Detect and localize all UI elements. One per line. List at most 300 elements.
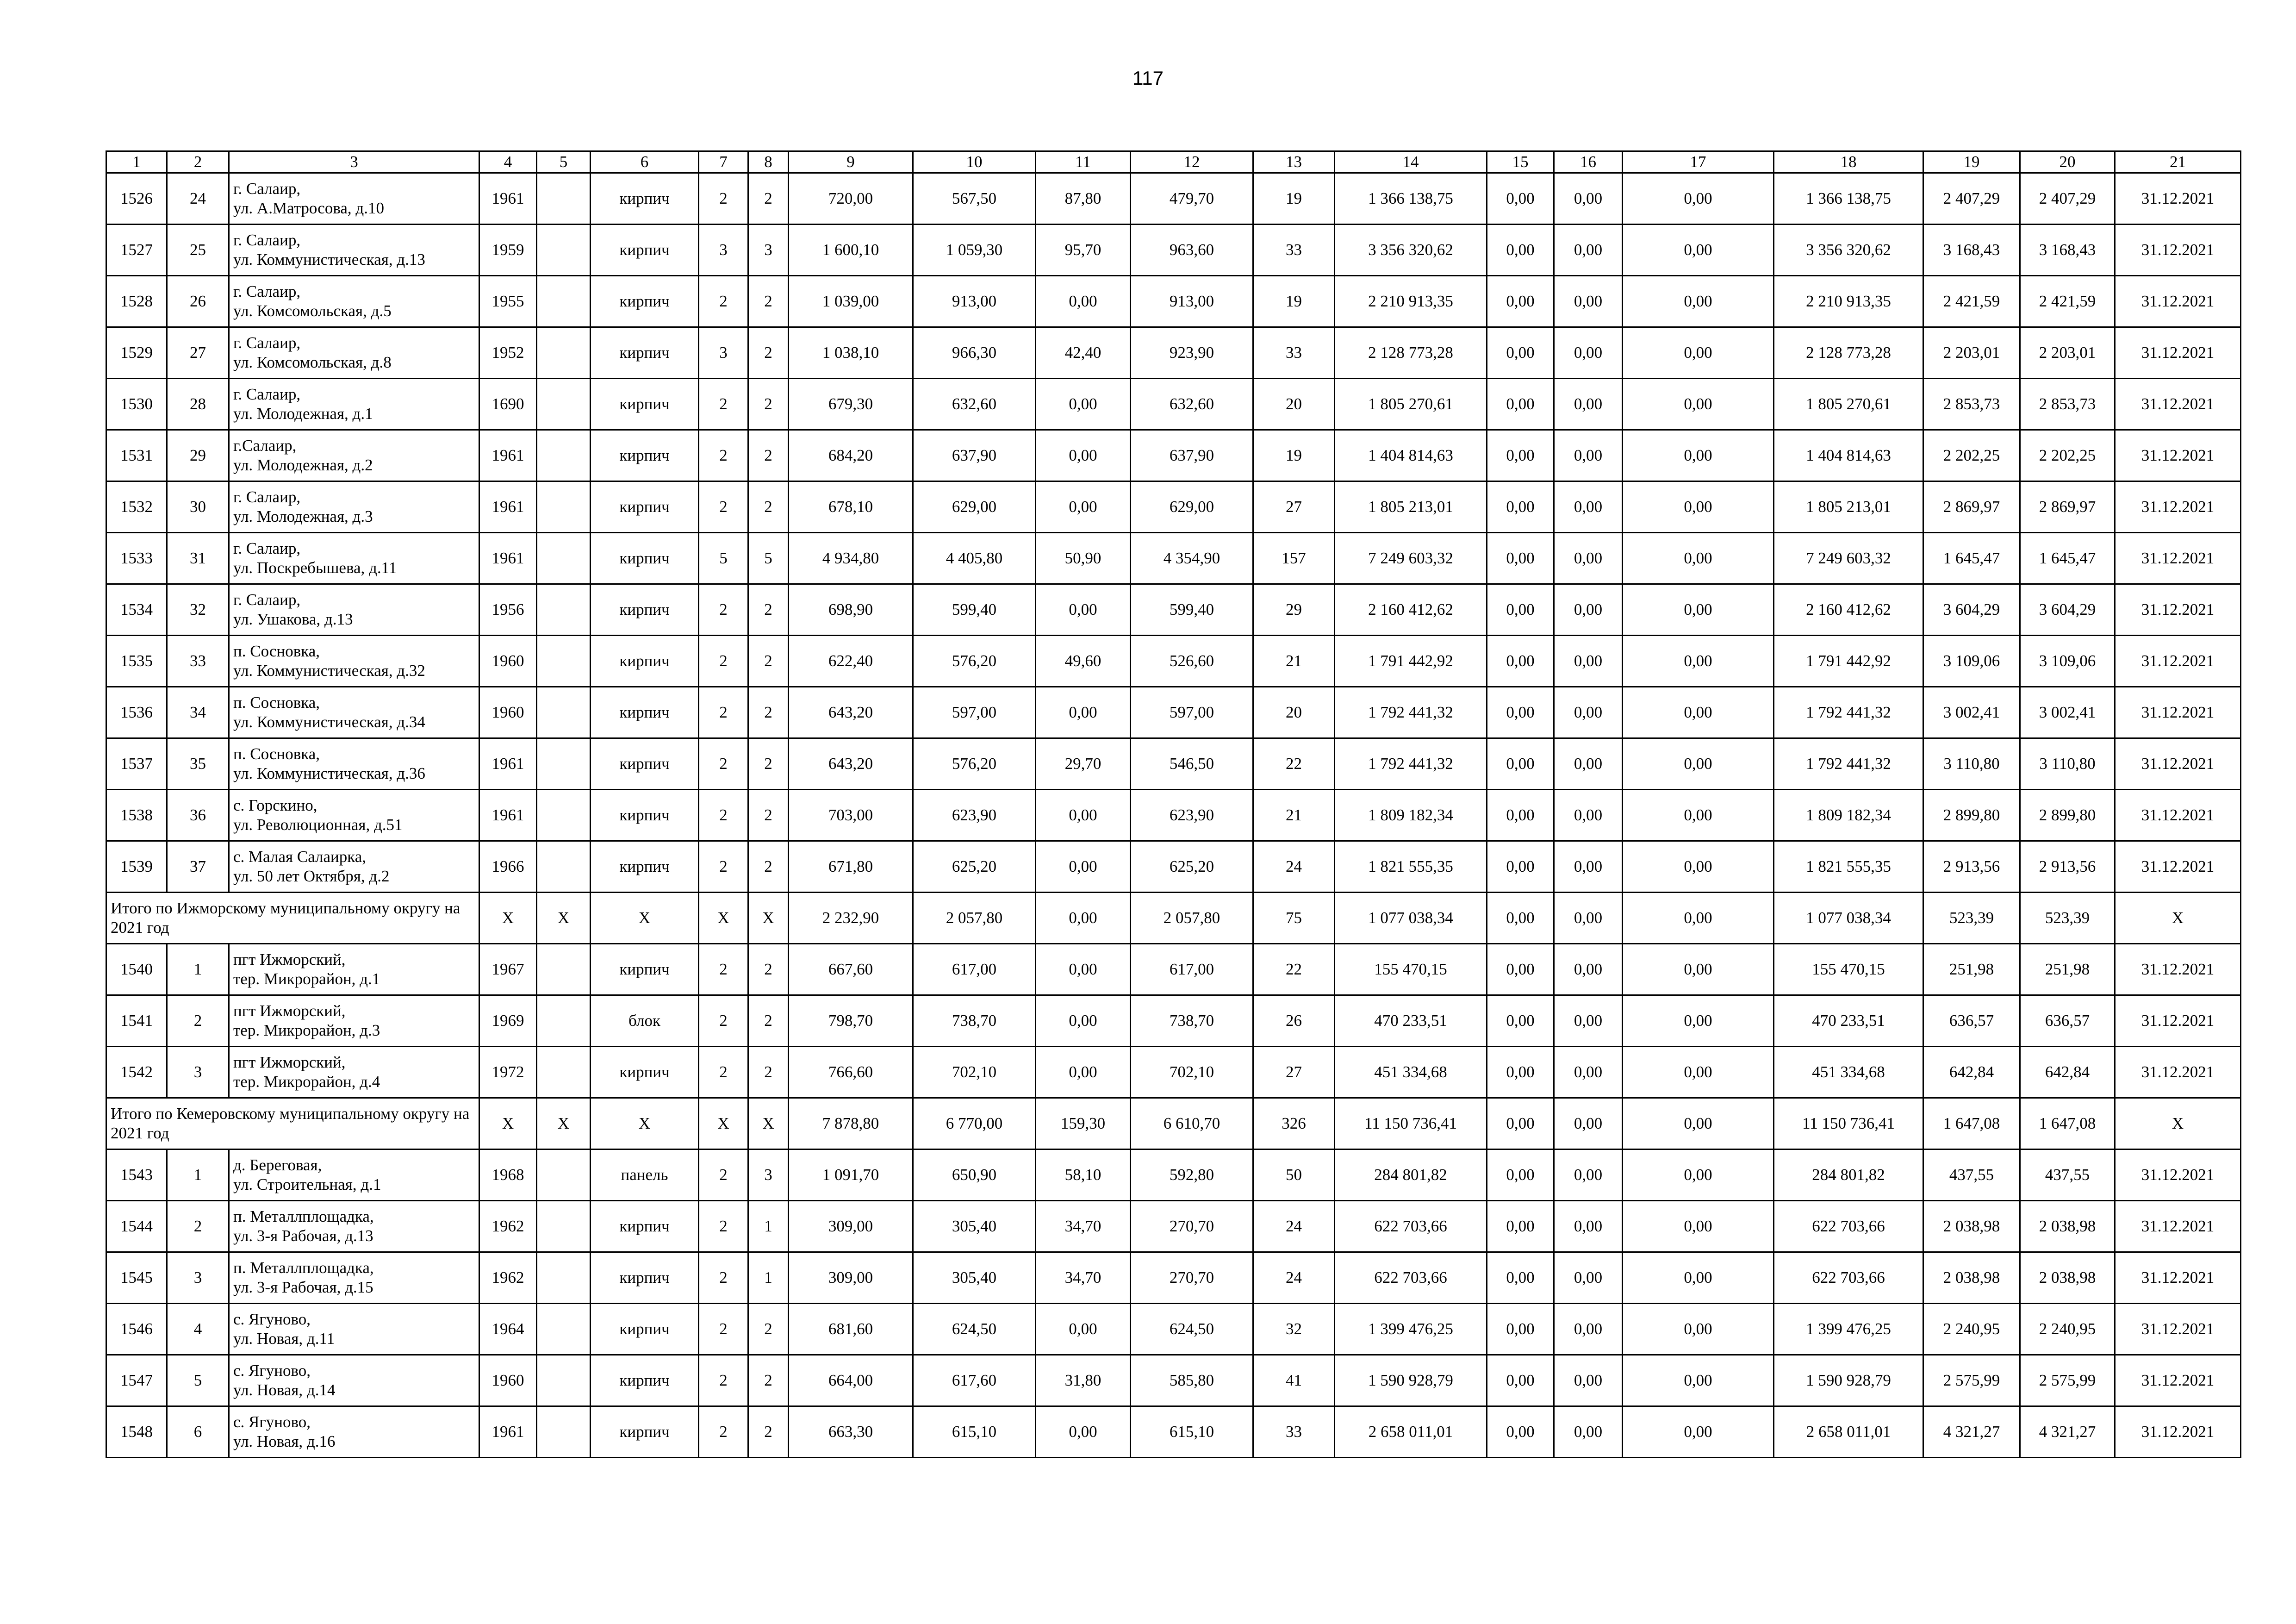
value-cell-c18: 2 128 773,28	[1774, 327, 1923, 379]
value-cell-c11: 0,00	[1036, 584, 1131, 636]
value-cell-c19: 2 913,56	[1923, 841, 2020, 893]
value-cell-c13: 27	[1253, 1047, 1335, 1098]
value-cell-c5	[537, 481, 591, 533]
value-cell-c11: 50,90	[1036, 533, 1131, 584]
value-cell-c12: 546,50	[1131, 738, 1253, 790]
value-cell-c17: 0,00	[1623, 944, 1774, 995]
value-cell-c7: 2	[699, 636, 748, 687]
value-cell-c9: 681,60	[789, 1304, 913, 1355]
value-cell-c21: 31.12.2021	[2115, 995, 2241, 1047]
table-row	[106, 1252, 2241, 1304]
value-cell-c12: 963,60	[1131, 225, 1253, 276]
value-cell-year: 1964	[479, 1304, 537, 1355]
value-cell-c13: 21	[1253, 636, 1335, 687]
subtotal-label: Итого по Ижморскому муниципальному округу на 2021 год	[106, 893, 479, 944]
column-number-cell: 21	[2115, 151, 2241, 173]
value-cell-c15: 0,00	[1487, 1406, 1554, 1458]
value-cell-c9: 309,00	[789, 1252, 913, 1304]
value-cell-c18: 2 210 913,35	[1774, 276, 1923, 327]
address-street: ул. Новая, д.14	[233, 1381, 336, 1399]
value-cell-c13: 19	[1253, 173, 1335, 225]
table-row	[106, 1201, 2241, 1252]
address-street: ул. Молодежная, д.1	[233, 405, 373, 423]
value-cell-c9: 2 232,90	[789, 893, 913, 944]
housing-register-table	[106, 150, 2241, 1458]
value-cell-c16: 0,00	[1554, 841, 1623, 893]
value-cell-c9: 1 600,10	[789, 225, 913, 276]
value-cell-c16: 0,00	[1554, 1252, 1623, 1304]
value-cell-c10: 629,00	[913, 481, 1036, 533]
value-cell-c14: 470 233,51	[1335, 995, 1487, 1047]
address-locality: г. Салаир,	[233, 539, 301, 557]
value-cell-c13: 19	[1253, 276, 1335, 327]
row-number-cell: 1533	[106, 533, 167, 584]
row-number-cell: 1532	[106, 481, 167, 533]
value-cell-c18: 1 791 442,92	[1774, 636, 1923, 687]
value-cell-c7: X	[699, 893, 748, 944]
value-cell-c16: 0,00	[1554, 1304, 1623, 1355]
address-street: ул. 50 лет Октября, д.2	[233, 867, 390, 885]
value-cell-material: кирпич	[591, 944, 699, 995]
value-cell-c14: 451 334,68	[1335, 1047, 1487, 1098]
column-number-cell: 10	[913, 151, 1036, 173]
value-cell-c7: 3	[699, 225, 748, 276]
value-cell-c8: 2	[748, 173, 789, 225]
value-cell-c19: 3 110,80	[1923, 738, 2020, 790]
value-cell-c17: 0,00	[1623, 379, 1774, 430]
value-cell-c9: 698,90	[789, 584, 913, 636]
value-cell-c9: 664,00	[789, 1355, 913, 1406]
value-cell-material: кирпич	[591, 1201, 699, 1252]
row-number-cell: 1541	[106, 995, 167, 1047]
value-cell-c9: 678,10	[789, 481, 913, 533]
value-cell-c17: 0,00	[1623, 584, 1774, 636]
subtotal-label: Итого по Кемеровскому муниципальному округу на 2021 год	[106, 1098, 479, 1149]
value-cell-c13: 50	[1253, 1149, 1335, 1201]
value-cell-c5	[537, 533, 591, 584]
value-cell-c15: 0,00	[1487, 1355, 1554, 1406]
address-street: ул. Новая, д.11	[233, 1330, 335, 1348]
value-cell-c12: 738,70	[1131, 995, 1253, 1047]
value-cell-c12: 526,60	[1131, 636, 1253, 687]
value-cell-c8: 1	[748, 1252, 789, 1304]
address-cell	[229, 1201, 479, 1252]
value-cell-c17: 0,00	[1623, 841, 1774, 893]
value-cell-c7: 3	[699, 327, 748, 379]
address-cell	[229, 1304, 479, 1355]
value-cell-c14: 1 404 814,63	[1335, 430, 1487, 481]
value-cell-c12: 625,20	[1131, 841, 1253, 893]
value-cell-c8: 2	[748, 1304, 789, 1355]
value-cell-c13: 24	[1253, 1201, 1335, 1252]
value-cell-c18: 622 703,66	[1774, 1201, 1923, 1252]
address-locality: г. Салаир,	[233, 231, 301, 249]
address-cell	[229, 841, 479, 893]
value-cell-c10: 738,70	[913, 995, 1036, 1047]
row-index-cell: 30	[167, 481, 229, 533]
address-locality: п. Сосновка,	[233, 642, 320, 660]
value-cell-c7: 2	[699, 430, 748, 481]
value-cell-c18: 1 366 138,75	[1774, 173, 1923, 225]
column-number-cell: 6	[591, 151, 699, 173]
value-cell-c17: 0,00	[1623, 225, 1774, 276]
row-index-cell: 1	[167, 1149, 229, 1201]
value-cell-c18: 155 470,15	[1774, 944, 1923, 995]
column-number-cell: 7	[699, 151, 748, 173]
value-cell-c13: 22	[1253, 944, 1335, 995]
value-cell-c8: 2	[748, 687, 789, 738]
value-cell-c19: 4 321,27	[1923, 1406, 2020, 1458]
value-cell-c12: 923,90	[1131, 327, 1253, 379]
value-cell-c16: 0,00	[1554, 533, 1623, 584]
value-cell-c10: 617,00	[913, 944, 1036, 995]
value-cell-c13: 157	[1253, 533, 1335, 584]
value-cell-c8: 2	[748, 995, 789, 1047]
value-cell-c15: 0,00	[1487, 636, 1554, 687]
value-cell-c16: 0,00	[1554, 1201, 1623, 1252]
value-cell-c15: 0,00	[1487, 327, 1554, 379]
value-cell-c13: 326	[1253, 1098, 1335, 1149]
value-cell-c20: 2 038,98	[2020, 1201, 2115, 1252]
value-cell-year: 1960	[479, 636, 537, 687]
value-cell-c20: 2 202,25	[2020, 430, 2115, 481]
value-cell-material: X	[591, 1098, 699, 1149]
value-cell-material: кирпич	[591, 276, 699, 327]
value-cell-c14: 7 249 603,32	[1335, 533, 1487, 584]
row-index-cell: 3	[167, 1047, 229, 1098]
value-cell-c12: 702,10	[1131, 1047, 1253, 1098]
value-cell-year: 1962	[479, 1252, 537, 1304]
value-cell-c11: 58,10	[1036, 1149, 1131, 1201]
value-cell-c15: 0,00	[1487, 1304, 1554, 1355]
value-cell-c10: 576,20	[913, 738, 1036, 790]
value-cell-c10: 624,50	[913, 1304, 1036, 1355]
value-cell-c7: 2	[699, 1252, 748, 1304]
value-cell-c16: 0,00	[1554, 944, 1623, 995]
value-cell-c18: 11 150 736,41	[1774, 1098, 1923, 1149]
value-cell-c17: 0,00	[1623, 533, 1774, 584]
value-cell-c19: 3 168,43	[1923, 225, 2020, 276]
value-cell-c14: 2 160 412,62	[1335, 584, 1487, 636]
value-cell-c12: 597,00	[1131, 687, 1253, 738]
value-cell-c10: 599,40	[913, 584, 1036, 636]
row-number-cell: 1536	[106, 687, 167, 738]
value-cell-c8: 2	[748, 1406, 789, 1458]
value-cell-c8: 2	[748, 481, 789, 533]
value-cell-c7: 2	[699, 687, 748, 738]
value-cell-c8: 5	[748, 533, 789, 584]
address-locality: г. Салаир,	[233, 334, 301, 352]
table-row	[106, 944, 2241, 995]
value-cell-c10: 702,10	[913, 1047, 1036, 1098]
address-locality: с. Ягуново,	[233, 1413, 311, 1431]
value-cell-c12: 617,00	[1131, 944, 1253, 995]
value-cell-c17: 0,00	[1623, 430, 1774, 481]
value-cell-c17: 0,00	[1623, 636, 1774, 687]
value-cell-c15: 0,00	[1487, 225, 1554, 276]
value-cell-c17: 0,00	[1623, 995, 1774, 1047]
value-cell-c13: 20	[1253, 687, 1335, 738]
value-cell-c19: 2 853,73	[1923, 379, 2020, 430]
row-index-cell: 25	[167, 225, 229, 276]
value-cell-c13: 20	[1253, 379, 1335, 430]
value-cell-c16: 0,00	[1554, 1047, 1623, 1098]
value-cell-c5	[537, 1304, 591, 1355]
value-cell-c11: 31,80	[1036, 1355, 1131, 1406]
value-cell-c14: 2 210 913,35	[1335, 276, 1487, 327]
value-cell-c12: 637,90	[1131, 430, 1253, 481]
value-cell-c5	[537, 1149, 591, 1201]
value-cell-c16: 0,00	[1554, 584, 1623, 636]
column-number-cell: 14	[1335, 151, 1487, 173]
page-number: 117	[1132, 67, 1164, 89]
address-street: ул. Комсомольская, д.8	[233, 353, 392, 371]
value-cell-material: кирпич	[591, 1047, 699, 1098]
value-cell-c20: 1 647,08	[2020, 1098, 2115, 1149]
column-number-cell: 3	[229, 151, 479, 173]
value-cell-c7: 2	[699, 1047, 748, 1098]
value-cell-c5	[537, 738, 591, 790]
value-cell-c18: 1 399 476,25	[1774, 1304, 1923, 1355]
value-cell-material: кирпич	[591, 225, 699, 276]
value-cell-c18: 1 821 555,35	[1774, 841, 1923, 893]
value-cell-c17: 0,00	[1623, 1047, 1774, 1098]
column-number-row	[106, 151, 2241, 173]
value-cell-c10: 632,60	[913, 379, 1036, 430]
row-index-cell: 35	[167, 738, 229, 790]
value-cell-c5	[537, 1406, 591, 1458]
address-cell	[229, 481, 479, 533]
value-cell-c16: 0,00	[1554, 1406, 1623, 1458]
address-locality: п. Сосновка,	[233, 745, 320, 763]
row-index-cell: 33	[167, 636, 229, 687]
value-cell-c17: 0,00	[1623, 276, 1774, 327]
address-cell	[229, 1047, 479, 1098]
table-row	[106, 379, 2241, 430]
row-number-cell: 1543	[106, 1149, 167, 1201]
value-cell-c8: 2	[748, 276, 789, 327]
value-cell-c5	[537, 327, 591, 379]
value-cell-c21: 31.12.2021	[2115, 1252, 2241, 1304]
address-street: ул. Новая, д.16	[233, 1432, 336, 1450]
row-number-cell: 1529	[106, 327, 167, 379]
address-street: тер. Микрорайон, д.4	[233, 1073, 380, 1091]
value-cell-c7: 2	[699, 379, 748, 430]
value-cell-c19: 2 869,97	[1923, 481, 2020, 533]
value-cell-year: 1961	[479, 481, 537, 533]
value-cell-year: 1960	[479, 1355, 537, 1406]
value-cell-year: X	[479, 1098, 537, 1149]
value-cell-c10: 597,00	[913, 687, 1036, 738]
value-cell-c13: 33	[1253, 1406, 1335, 1458]
address-cell	[229, 225, 479, 276]
value-cell-c16: 0,00	[1554, 738, 1623, 790]
row-index-cell: 3	[167, 1252, 229, 1304]
value-cell-c9: 1 091,70	[789, 1149, 913, 1201]
value-cell-c11: 0,00	[1036, 995, 1131, 1047]
value-cell-c11: 0,00	[1036, 1047, 1131, 1098]
value-cell-year: 1969	[479, 995, 537, 1047]
value-cell-c16: 0,00	[1554, 1355, 1623, 1406]
value-cell-c17: 0,00	[1623, 327, 1774, 379]
value-cell-c19: 3 109,06	[1923, 636, 2020, 687]
address-locality: г. Салаир,	[233, 282, 301, 300]
value-cell-c11: 0,00	[1036, 687, 1131, 738]
table-row	[106, 687, 2241, 738]
value-cell-c19: 3 604,29	[1923, 584, 2020, 636]
value-cell-c7: 2	[699, 738, 748, 790]
value-cell-c16: 0,00	[1554, 327, 1623, 379]
value-cell-c21: 31.12.2021	[2115, 1355, 2241, 1406]
value-cell-c17: 0,00	[1623, 738, 1774, 790]
value-cell-c9: 679,30	[789, 379, 913, 430]
value-cell-c9: 798,70	[789, 995, 913, 1047]
row-number-cell: 1535	[106, 636, 167, 687]
value-cell-c18: 470 233,51	[1774, 995, 1923, 1047]
value-cell-c10: 2 057,80	[913, 893, 1036, 944]
column-number-cell: 16	[1554, 151, 1623, 173]
value-cell-c21: 31.12.2021	[2115, 738, 2241, 790]
value-cell-c5	[537, 584, 591, 636]
value-cell-material: кирпич	[591, 790, 699, 841]
value-cell-c14: 1 077 038,34	[1335, 893, 1487, 944]
value-cell-c16: 0,00	[1554, 173, 1623, 225]
value-cell-c17: 0,00	[1623, 1098, 1774, 1149]
value-cell-c16: 0,00	[1554, 1149, 1623, 1201]
value-cell-c8: 2	[748, 790, 789, 841]
table-row	[106, 1304, 2241, 1355]
value-cell-c15: 0,00	[1487, 790, 1554, 841]
address-street: ул. Коммунистическая, д.34	[233, 713, 425, 731]
value-cell-c10: 305,40	[913, 1201, 1036, 1252]
value-cell-c15: 0,00	[1487, 1098, 1554, 1149]
value-cell-c10: 625,20	[913, 841, 1036, 893]
address-cell	[229, 584, 479, 636]
value-cell-c12: 913,00	[1131, 276, 1253, 327]
value-cell-c20: 2 421,59	[2020, 276, 2115, 327]
value-cell-c7: 2	[699, 276, 748, 327]
value-cell-c10: 305,40	[913, 1252, 1036, 1304]
table-row	[106, 533, 2241, 584]
value-cell-c8: 2	[748, 841, 789, 893]
value-cell-material: кирпич	[591, 738, 699, 790]
address-cell	[229, 379, 479, 430]
value-cell-c12: 623,90	[1131, 790, 1253, 841]
address-street: ул. Строительная, д.1	[233, 1175, 381, 1193]
value-cell-c20: 636,57	[2020, 995, 2115, 1047]
value-cell-c10: 4 405,80	[913, 533, 1036, 584]
address-locality: пгт Ижморский,	[233, 1002, 346, 1020]
value-cell-c7: X	[699, 1098, 748, 1149]
column-number-cell: 20	[2020, 151, 2115, 173]
value-cell-material: кирпич	[591, 687, 699, 738]
address-locality: г. Салаир,	[233, 385, 301, 403]
value-cell-c21: 31.12.2021	[2115, 687, 2241, 738]
value-cell-c18: 1 590 928,79	[1774, 1355, 1923, 1406]
value-cell-c20: 2 240,95	[2020, 1304, 2115, 1355]
address-locality: с. Ягуново,	[233, 1362, 311, 1380]
value-cell-c9: 1 038,10	[789, 327, 913, 379]
value-cell-year: 1690	[479, 379, 537, 430]
address-street: ул. А.Матросова, д.10	[233, 199, 384, 217]
value-cell-c11: 95,70	[1036, 225, 1131, 276]
value-cell-c20: 3 002,41	[2020, 687, 2115, 738]
value-cell-c18: 284 801,82	[1774, 1149, 1923, 1201]
address-cell	[229, 944, 479, 995]
value-cell-year: 1955	[479, 276, 537, 327]
value-cell-c9: 671,80	[789, 841, 913, 893]
value-cell-c21: 31.12.2021	[2115, 276, 2241, 327]
value-cell-material: кирпич	[591, 1252, 699, 1304]
value-cell-c20: 2 853,73	[2020, 379, 2115, 430]
address-locality: с. Малая Салаирка,	[233, 848, 367, 866]
address-street: ул. Коммунистическая, д.32	[233, 662, 425, 680]
row-number-cell: 1544	[106, 1201, 167, 1252]
value-cell-c11: 0,00	[1036, 276, 1131, 327]
value-cell-c20: 2 407,29	[2020, 173, 2115, 225]
value-cell-material: кирпич	[591, 584, 699, 636]
value-cell-year: 1967	[479, 944, 537, 995]
value-cell-c9: 643,20	[789, 738, 913, 790]
value-cell-c20: 3 168,43	[2020, 225, 2115, 276]
row-index-cell: 2	[167, 1201, 229, 1252]
value-cell-c8: 2	[748, 584, 789, 636]
value-cell-c17: 0,00	[1623, 1201, 1774, 1252]
value-cell-c15: 0,00	[1487, 584, 1554, 636]
table-row	[106, 1355, 2241, 1406]
value-cell-c21: 31.12.2021	[2115, 1406, 2241, 1458]
value-cell-c9: 1 039,00	[789, 276, 913, 327]
value-cell-c20: 2 869,97	[2020, 481, 2115, 533]
value-cell-c10: 623,90	[913, 790, 1036, 841]
row-number-cell: 1534	[106, 584, 167, 636]
value-cell-c5	[537, 841, 591, 893]
value-cell-c9: 766,60	[789, 1047, 913, 1098]
value-cell-c16: 0,00	[1554, 276, 1623, 327]
value-cell-c15: 0,00	[1487, 1252, 1554, 1304]
value-cell-c10: 6 770,00	[913, 1098, 1036, 1149]
value-cell-c10: 567,50	[913, 173, 1036, 225]
column-number-cell: 19	[1923, 151, 2020, 173]
table-row	[106, 1406, 2241, 1458]
value-cell-material: кирпич	[591, 1355, 699, 1406]
value-cell-c19: 3 002,41	[1923, 687, 2020, 738]
value-cell-c13: 33	[1253, 225, 1335, 276]
value-cell-material: X	[591, 893, 699, 944]
address-street: ул. 3-я Рабочая, д.15	[233, 1278, 373, 1296]
value-cell-c16: 0,00	[1554, 790, 1623, 841]
value-cell-c16: 0,00	[1554, 379, 1623, 430]
address-locality: г.Салаир,	[233, 437, 297, 455]
address-street: ул. Коммунистическая, д.13	[233, 250, 425, 269]
value-cell-c7: 2	[699, 1304, 748, 1355]
row-number-cell: 1531	[106, 430, 167, 481]
value-cell-c19: 2 038,98	[1923, 1252, 2020, 1304]
address-cell	[229, 327, 479, 379]
row-index-cell: 26	[167, 276, 229, 327]
value-cell-c14: 622 703,66	[1335, 1252, 1487, 1304]
address-locality: г. Салаир,	[233, 180, 301, 198]
value-cell-year: 1972	[479, 1047, 537, 1098]
table-row	[106, 790, 2241, 841]
address-cell	[229, 533, 479, 584]
table-row	[106, 841, 2241, 893]
address-street: ул. Поскребышева, д.11	[233, 559, 397, 577]
address-locality: п. Металлплощадка,	[233, 1259, 374, 1277]
value-cell-c12: 592,80	[1131, 1149, 1253, 1201]
value-cell-year: 1956	[479, 584, 537, 636]
value-cell-c11: 0,00	[1036, 790, 1131, 841]
